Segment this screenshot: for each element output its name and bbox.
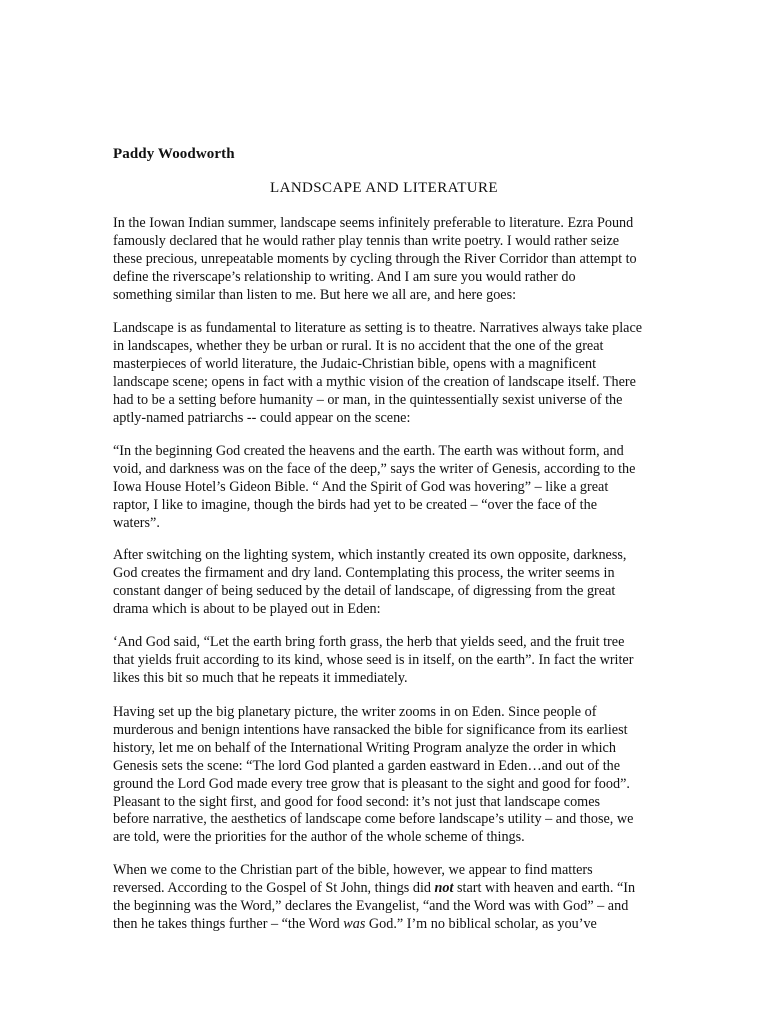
text-line: define the riverscape’s relationship to writing. And I am sure you would rather do [113,268,576,285]
text-line: the beginning was the Word,” declares the Evangelist, “and the Word was with God” – and [113,897,629,914]
text-line: in landscapes, whether they be urban or rural. It is no accident that the one of the great [113,337,604,354]
text-line: In the Iowan Indian summer, landscape seems infinitely preferable to literature. Ezra Pound [113,215,634,231]
text-line: Genesis sets the scene: “The lord God planted a garden eastward in Eden…and out of the [113,757,621,774]
text-line: Landscape is as fundamental to literature as setting is to theatre. Narratives always take place [113,320,643,336]
emphasis-text: not [434,879,454,896]
paragraph [113,215,658,305]
text-line: Iowa House Hotel’s Gideon Bible. “ And the Spirit of God was hovering” – like a great [113,478,609,495]
text-line: famously declared that he would rather play tennis than write poetry. I would rather seize [113,232,620,249]
text-line: When we come to the Christian part of the bible, however, we appear to find matters [113,862,593,878]
author-name: Paddy Woodworth [113,146,235,162]
text-line: constant danger of being seduced by the detail of landscape, of digressing from the great [113,582,616,599]
text-line: raptor, I like to imagine, though the birds had yet to be created – “over the face of the [113,496,597,513]
text-line [113,880,658,898]
paragraph [113,862,658,934]
text-line: something similar than listen to me. But here we all are, and here goes: [113,286,517,303]
text-line: these precious, unrepeatable moments by cycling through the River Corridor than attempt to [113,250,637,267]
text-line: before narrative, the aesthetics of landscape come before landscape’s utility – and those, we [113,811,634,828]
text-line: drama which is about to be played out in Eden: [113,600,381,617]
text-line: are told, were the priorities for the author of the whole scheme of things. [113,829,525,846]
text-run: then he takes things further – “the Word [113,915,344,932]
text-run: reversed. According to the Gospel of St John, things did [113,879,435,896]
text-line: that yields fruit according to its kind, whose seed is in itself, on the earth”. In fact the writer [113,651,634,668]
paragraph [113,634,658,688]
text-line: aptly-named patriarchs -- could appear on the scene: [113,409,411,426]
text-line [113,916,658,934]
text-run: start with heaven and earth. “In [453,879,636,896]
text-line: murderous and benign intentions have ransacked the bible for significance from its earliest [113,721,628,738]
text-line: ‘And God said, “Let the earth bring forth grass, the herb that yields seed, and the fruit tree [113,634,625,650]
text-line: After switching on the lighting system, which instantly created its own opposite, darkness, [113,547,627,563]
paragraph [113,443,658,533]
text-line: God creates the firmament and dry land. Contemplating this process, the writer seems in [113,564,615,581]
text-line: waters”. [113,514,160,531]
text-line: history, let me on behalf of the International Writing Program analyze the order in which [113,739,616,756]
paragraph [113,547,658,619]
emphasis-text: was [343,915,366,932]
text-run: God.” I’m no biblical scholar, as you’ve [365,915,597,932]
text-line: had to be a setting before humanity – or man, in the quintessentially sexist universe of the [113,391,623,408]
paragraph [113,704,658,847]
text-line: Pleasant to the sight first, and good for food second: it’s not just that landscape comes [113,793,601,810]
text-line: Having set up the big planetary picture, the writer zooms in on Eden. Since people of [113,704,597,720]
text-line: likes this bit so much that he repeats it immediately. [113,669,408,686]
text-line: masterpieces of world literature, the Judaic-Christian bible, opens with a magnificent [113,355,597,372]
text-line: void, and darkness was on the face of the deep,” says the writer of Genesis, according to the [113,460,636,477]
text-line: ground the Lord God made every tree grow that is pleasant to the sight and good for food”. [113,775,630,792]
text-line: landscape scene; opens in fact with a mythic vision of the creation of landscape itself. There [113,373,636,390]
paragraph [113,320,658,427]
text-line: “In the beginning God created the heavens and the earth. The earth was without form, and [113,443,624,459]
document-title: LANDSCAPE AND LITERATURE [270,180,498,196]
